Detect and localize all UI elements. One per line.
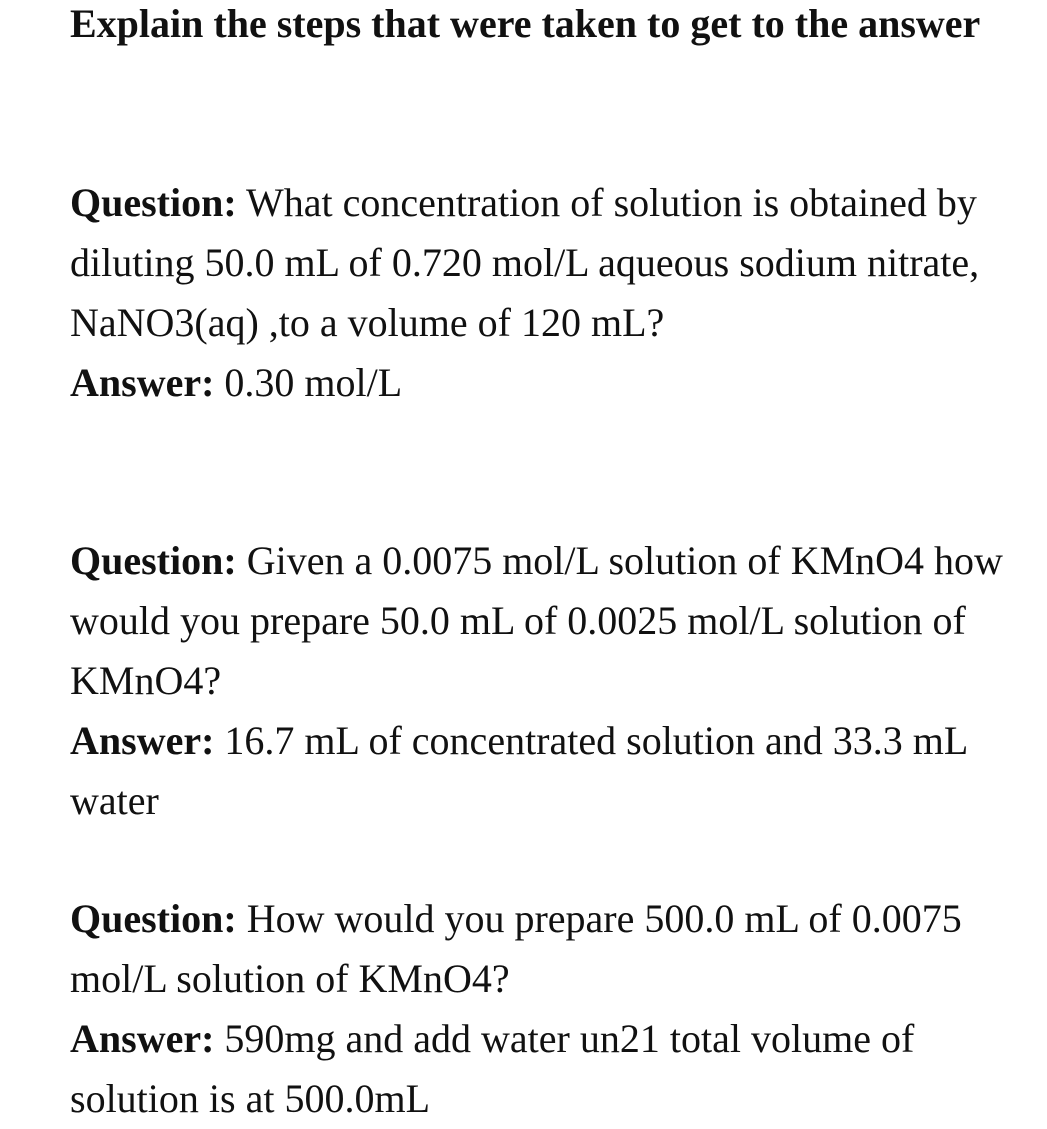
answer-label: Answer:: [70, 1016, 215, 1061]
question-3: [70, 889, 1020, 1009]
qa-item-1: [70, 173, 1020, 413]
question-text: How would you prepare 500.0 mL of 0.0075 mol/L solution of KMnO4?: [70, 896, 962, 1001]
question-label: Question:: [70, 180, 237, 225]
page-title: Explain the steps that were taken to get to the answer: [70, 1, 981, 46]
answer-label: Answer:: [70, 718, 215, 763]
qa-item-2: [70, 531, 1020, 831]
answer-text: 0.30 mol/L: [224, 360, 403, 405]
question-label: Question:: [70, 538, 237, 583]
answer-1: [70, 353, 1020, 413]
question-1: [70, 173, 1020, 353]
answer-text: 16.7 mL of concentrated solution and 33.3 mL water: [70, 718, 967, 823]
answer-label: Answer:: [70, 360, 215, 405]
answer-text: 590mg and add water un21 total volume of solution is at 500.0mL: [70, 1016, 915, 1121]
answer-2: [70, 711, 1020, 831]
question-text: What concentration of solution is obtained by diluting 50.0 mL of 0.720 mol/L aqueous sodium nitrate, NaNO3(aq) ,to a volume of 120 mL?: [70, 180, 980, 345]
question-text: Given a 0.0075 mol/L solution of KMnO4 how would you prepare 50.0 mL of 0.0025 mol/L solution of KMnO4?: [70, 538, 1003, 703]
question-label: Question:: [70, 896, 237, 941]
question-2: [70, 531, 1020, 711]
answer-3: [70, 1009, 1020, 1129]
qa-item-3: [70, 889, 1020, 1129]
